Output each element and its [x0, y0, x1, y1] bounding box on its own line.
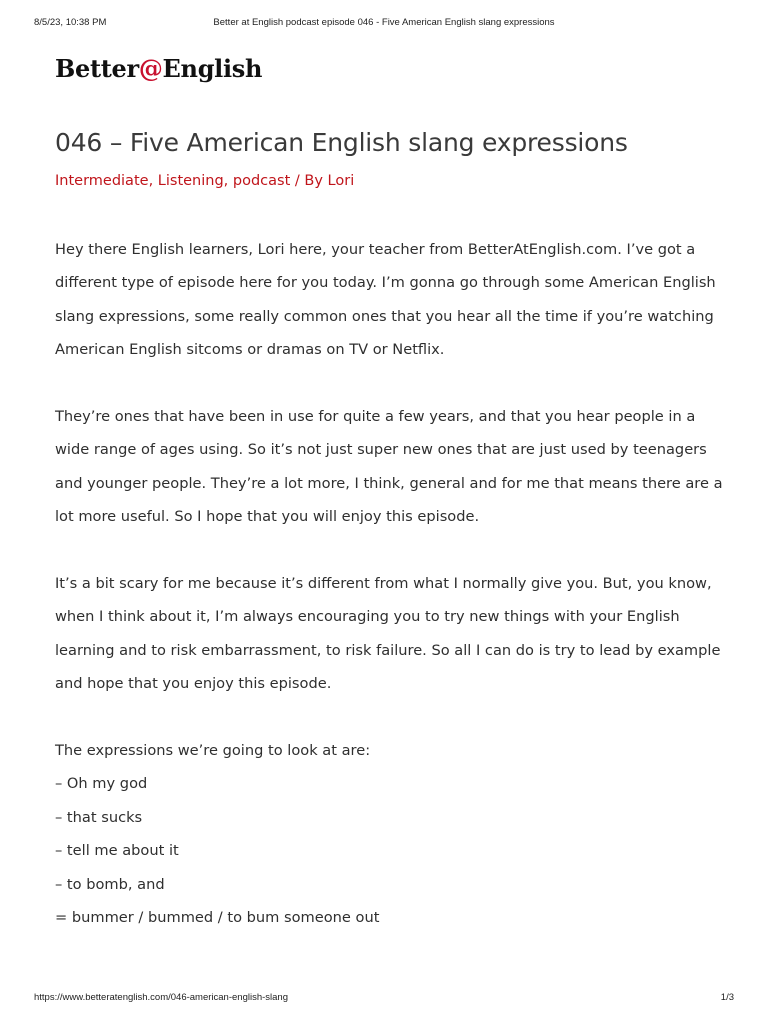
category-link-listening[interactable]: Listening	[157, 173, 224, 189]
body-paragraph: It’s a bit scary for me because it’s different from what I normally give you. But, you know, when I think about it, I’m always encouraging you to try new things with your English learning and to risk embarrassment, to risk failure. So all I can do is try to lead by example and hope that you enjoy this episode.	[55, 575, 721, 693]
list-item: – to bomb, and	[55, 875, 165, 893]
list-item: – Oh my god	[55, 775, 148, 793]
list-item: – that sucks	[55, 808, 143, 826]
page-number: 1/3	[720, 992, 734, 1003]
category-separator: ,	[148, 173, 158, 189]
print-url: https://www.betteratenglish.com/046-american-english-slang	[34, 992, 288, 1003]
post-content	[55, 233, 725, 934]
print-footer	[34, 992, 734, 1006]
print-header	[34, 17, 734, 31]
body-paragraph: They’re ones that have been in use for quite a few years, and that you hear people in a wide range of ages using. So it’s not just super new ones that are just used by teenagers and younger people. They’re a lot more, I think, general and for me that means there are a lot more useful. So I hope that you will enjoy this episode.	[55, 408, 723, 526]
author-link[interactable]: Lori	[327, 173, 355, 189]
logo-text-better: Better	[55, 54, 139, 83]
list-item: = bummer / bummed / to bum someone out	[55, 909, 380, 927]
logo-text-english: English	[162, 54, 263, 83]
post-title: 046 – Five American English slang expressions	[55, 128, 628, 157]
category-separator: ,	[223, 173, 233, 189]
expressions-intro: The expressions we’re going to look at are:	[55, 742, 371, 760]
byline-separator: / By	[290, 173, 328, 189]
print-document-title: Better at English podcast episode 046 - Five American English slang expressions	[213, 17, 555, 28]
list-item: – tell me about it	[55, 842, 179, 860]
print-date: 8/5/23, 10:38 PM	[34, 17, 107, 28]
logo-at-sign: @	[138, 54, 163, 83]
post-meta	[55, 173, 354, 189]
site-logo[interactable]	[55, 54, 262, 83]
category-link-podcast[interactable]: podcast	[232, 173, 291, 189]
category-link-intermediate[interactable]: Intermediate	[55, 173, 149, 189]
intro-paragraph: Hey there English learners, Lori here, your teacher from BetterAtEnglish.com. I’ve got a different type of episode here for you today. I’m gonna go through some American English slang expressions, some really common ones that you hear all the time if you’re watching American English sitcoms or dramas on TV or Netflix.	[55, 241, 716, 359]
expressions-list	[55, 767, 725, 934]
